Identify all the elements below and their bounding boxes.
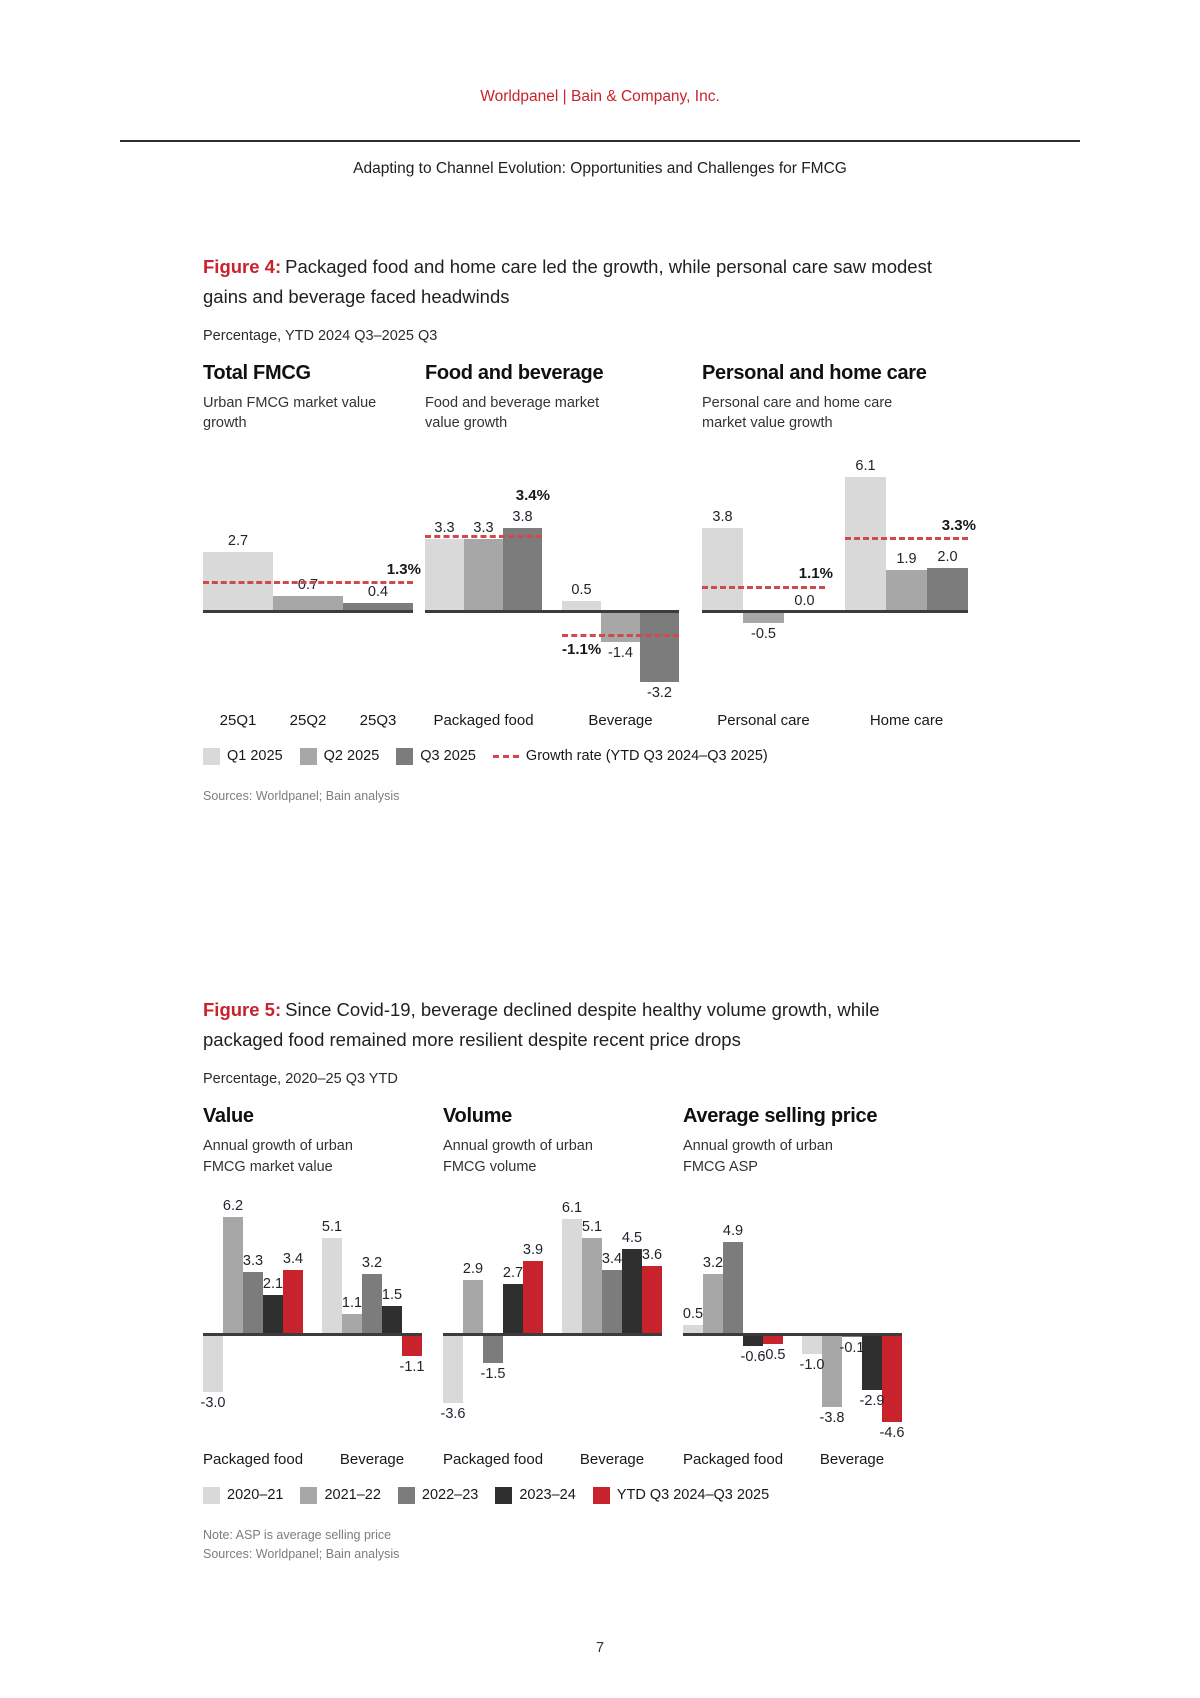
page-number: 7 [595, 1640, 605, 1656]
value-label: -1.1 [399, 1358, 425, 1375]
bar [425, 539, 464, 612]
growth-rate-label: 1.1% [798, 565, 833, 583]
bar [464, 539, 503, 612]
x-axis-labels [425, 710, 702, 736]
bar [503, 528, 542, 612]
panel-volume [440, 1105, 683, 1475]
figure-note [203, 1526, 1080, 1564]
value-label: -3.2 [647, 684, 672, 701]
bar [203, 1335, 223, 1392]
value-label: -0.5 [751, 625, 776, 642]
legend-label: 2020–21 [227, 1487, 284, 1504]
value-label: 2.1 [262, 1275, 284, 1292]
value-label: 6.1 [561, 1199, 583, 1216]
panel-title: Volume [443, 1105, 512, 1128]
value-label: -1.0 [799, 1356, 825, 1373]
panel-description: Annual growth of urban FMCG market value [203, 1138, 353, 1175]
value-label: -0.5 [760, 1347, 786, 1364]
document-subtitle: Adapting to Channel Evolution: Opportunities and Challenges for FMCG [353, 160, 847, 177]
chart-legend [203, 748, 1080, 765]
sources-line: Sources: Worldpanel; Bain analysis [203, 1546, 400, 1561]
growth-rate-label: -1.1% [562, 640, 602, 658]
value-label: 2.0 [937, 548, 958, 565]
value-label: 3.4 [601, 1251, 623, 1268]
bar [601, 612, 640, 643]
value-label: 0.7 [297, 577, 319, 594]
panel-food-and-beverage [425, 362, 702, 736]
panel-value [200, 1105, 443, 1475]
value-label: -0.1 [839, 1339, 865, 1356]
header-divider [120, 140, 1080, 142]
color-swatch [495, 1487, 512, 1504]
sources-note: Sources: Worldpanel; Bain analysis [203, 788, 400, 803]
axis-baseline [702, 610, 968, 613]
growth-rate-dash-line [702, 586, 825, 589]
panel-personal-and-home-care [702, 362, 992, 736]
bar [582, 1238, 602, 1335]
figure-title [203, 252, 953, 312]
color-swatch [300, 748, 317, 765]
bar [845, 477, 886, 611]
brand-header: Worldpanel | Bain & Company, Inc. [480, 88, 720, 105]
value-label: 2.9 [462, 1260, 484, 1277]
panel-description: Personal care and home care market value growth [702, 394, 893, 432]
x-axis-labels [683, 1449, 923, 1475]
figure-5-section [200, 995, 1080, 1563]
legend-item [203, 1487, 283, 1504]
x-axis-labels [203, 1449, 443, 1475]
bar [503, 1284, 523, 1335]
bar [463, 1280, 483, 1335]
color-swatch [300, 1487, 317, 1504]
value-label: -1.4 [608, 645, 633, 662]
bar [362, 1274, 382, 1335]
bar-chart [702, 440, 992, 708]
panel-title: Value [203, 1105, 254, 1128]
panel-title: Average selling price [683, 1105, 878, 1128]
figure-label: Figure 5: [203, 999, 282, 1021]
bar-chart [683, 1183, 923, 1447]
bar [382, 1306, 402, 1335]
panel-description: Food and beverage market value growth [425, 394, 600, 432]
legend-item [203, 748, 283, 765]
bar [443, 1335, 463, 1403]
figure-4-section [203, 252, 1080, 805]
legend-label: Q2 2025 [323, 748, 380, 765]
value-label: -1.5 [480, 1366, 506, 1383]
bar [622, 1249, 642, 1335]
color-swatch [593, 1487, 610, 1504]
growth-rate-dash-line [425, 535, 542, 538]
bar [862, 1335, 882, 1390]
figure-label: Figure 4: [203, 256, 282, 277]
color-swatch [398, 1487, 415, 1504]
x-axis-label: Packaged food [682, 1450, 784, 1468]
value-label: 0.5 [682, 1306, 704, 1323]
figure-title [203, 995, 953, 1055]
bar [602, 1270, 622, 1335]
x-axis-label: 25Q3 [359, 711, 397, 729]
figure-title-text: Packaged food and home care led the growth, while personal care saw modest gains and beverage faced headwinds [203, 256, 932, 307]
x-axis-label: Beverage [819, 1450, 885, 1468]
growth-rate-dash-line [845, 537, 968, 540]
value-label: 3.2 [702, 1255, 724, 1271]
chart-legend [203, 1487, 1080, 1504]
legend-item [300, 1487, 380, 1504]
x-axis-label: 25Q2 [289, 711, 327, 729]
bar [342, 1314, 362, 1335]
x-axis-label: Packaged food [433, 711, 534, 729]
x-axis-label: Packaged food [442, 1450, 544, 1468]
bar [743, 1335, 763, 1346]
bar-chart [425, 440, 702, 708]
value-label: -4.6 [879, 1425, 905, 1442]
bar [223, 1217, 243, 1335]
x-axis-label: Home care [869, 711, 944, 729]
panel-description: Annual growth of urban FMCG volume [443, 1138, 593, 1175]
legend-item [493, 748, 768, 764]
bar [882, 1335, 902, 1422]
value-label: 3.8 [512, 508, 533, 525]
legend-item [396, 748, 476, 765]
x-axis-label: 25Q1 [219, 711, 257, 729]
bar [802, 1335, 822, 1354]
value-label: -3.6 [440, 1406, 466, 1423]
legend-label: 2021–22 [324, 1487, 381, 1504]
x-axis-labels [443, 1449, 683, 1475]
value-label: 3.3 [434, 519, 455, 536]
value-label: -3.0 [200, 1394, 226, 1411]
bar [483, 1335, 503, 1364]
value-label: 5.1 [581, 1218, 603, 1235]
bar [743, 612, 784, 623]
bar [283, 1270, 303, 1335]
bar-chart [203, 440, 425, 708]
legend-label: Growth rate (YTD Q3 2024–Q3 2025) [525, 748, 768, 765]
x-axis-labels [203, 710, 425, 736]
legend-label: 2022–23 [421, 1487, 479, 1504]
bar [723, 1242, 743, 1335]
value-label: 1.1 [341, 1294, 363, 1311]
color-swatch [396, 748, 413, 765]
value-label: 3.6 [641, 1247, 663, 1264]
panel-title: Total FMCG [203, 361, 311, 384]
bar [703, 1274, 723, 1335]
value-label: 3.4 [282, 1251, 304, 1268]
value-label: 0.4 [367, 583, 389, 600]
x-axis-label: Beverage [579, 1450, 645, 1468]
panel-average-selling-price [683, 1105, 923, 1475]
unit-label: Percentage, YTD 2024 Q3–2025 Q3 [203, 327, 438, 344]
color-swatch [203, 748, 220, 765]
legend-label: YTD Q3 2024–Q3 2025 [616, 1487, 770, 1504]
bar [886, 570, 927, 612]
x-axis-label: Packaged food [202, 1450, 304, 1468]
value-label: 2.7 [502, 1264, 524, 1281]
legend-label: Q3 2025 [420, 748, 476, 765]
bar [927, 568, 968, 612]
bar [523, 1261, 543, 1335]
legend-item [300, 748, 380, 765]
value-label: -0.6 [740, 1349, 766, 1366]
bar-chart [200, 1183, 443, 1447]
axis-baseline [425, 610, 679, 613]
value-label: 4.9 [722, 1222, 744, 1239]
bar [402, 1335, 422, 1356]
bar-chart [440, 1183, 683, 1447]
value-label: 1.9 [896, 550, 917, 567]
legend-label: 2023–24 [519, 1487, 576, 1504]
value-label: 3.8 [712, 508, 733, 525]
panel-description: Urban FMCG market value growth [203, 394, 377, 432]
value-label: 5.1 [321, 1218, 343, 1235]
axis-baseline [443, 1333, 662, 1336]
x-axis-label: Personal care [717, 711, 810, 729]
legend-item [398, 1487, 478, 1504]
dashed-line-icon [493, 755, 519, 758]
growth-rate-label: 1.3% [386, 560, 421, 578]
value-label: 3.2 [361, 1255, 383, 1271]
bar [322, 1238, 342, 1335]
value-label: 3.9 [522, 1241, 544, 1258]
value-label: 1.5 [381, 1287, 403, 1304]
color-swatch [203, 1487, 220, 1504]
panel-total-fmcg [203, 362, 425, 736]
growth-rate-dash-line [203, 581, 413, 584]
bar [263, 1295, 283, 1335]
growth-rate-dash-line [562, 634, 679, 637]
axis-baseline [203, 610, 413, 613]
x-axis-labels [702, 710, 992, 736]
legend-item [593, 1487, 769, 1504]
value-label: -2.9 [859, 1392, 885, 1409]
bar [642, 1266, 662, 1334]
chart-panels [203, 362, 1080, 736]
legend-item [495, 1487, 575, 1504]
value-label: 0.5 [571, 581, 592, 598]
bar [562, 1219, 582, 1335]
growth-rate-label: 3.3% [941, 516, 976, 534]
panel-description: Annual growth of urban FMCG ASP [683, 1138, 833, 1175]
value-label: 6.2 [222, 1198, 244, 1214]
x-axis-label: Beverage [339, 1450, 405, 1468]
unit-label: Percentage, 2020–25 Q3 YTD [203, 1071, 398, 1088]
x-axis-label: Beverage [588, 711, 653, 729]
bar [243, 1272, 263, 1335]
growth-rate-label: 3.4% [515, 486, 550, 504]
value-label: 2.7 [227, 533, 249, 550]
value-label: 4.5 [621, 1230, 643, 1247]
value-label: 3.3 [473, 519, 494, 536]
note-line: Note: ASP is average selling price [203, 1527, 392, 1542]
value-label: 3.3 [242, 1253, 264, 1270]
legend-label: Q1 2025 [227, 748, 283, 765]
axis-baseline [203, 1333, 422, 1336]
value-label: -3.8 [819, 1410, 845, 1426]
figure-title-text: Since Covid-19, beverage declined despite healthy volume growth, while packaged food remained more resilient despite recent price drops [203, 999, 880, 1051]
value-label: 0.0 [794, 592, 815, 609]
value-label: 6.1 [855, 458, 876, 475]
chart-panels [200, 1105, 1080, 1475]
panel-title: Personal and home care [702, 361, 927, 384]
panel-title: Food and beverage [425, 361, 604, 384]
axis-baseline [683, 1333, 902, 1336]
